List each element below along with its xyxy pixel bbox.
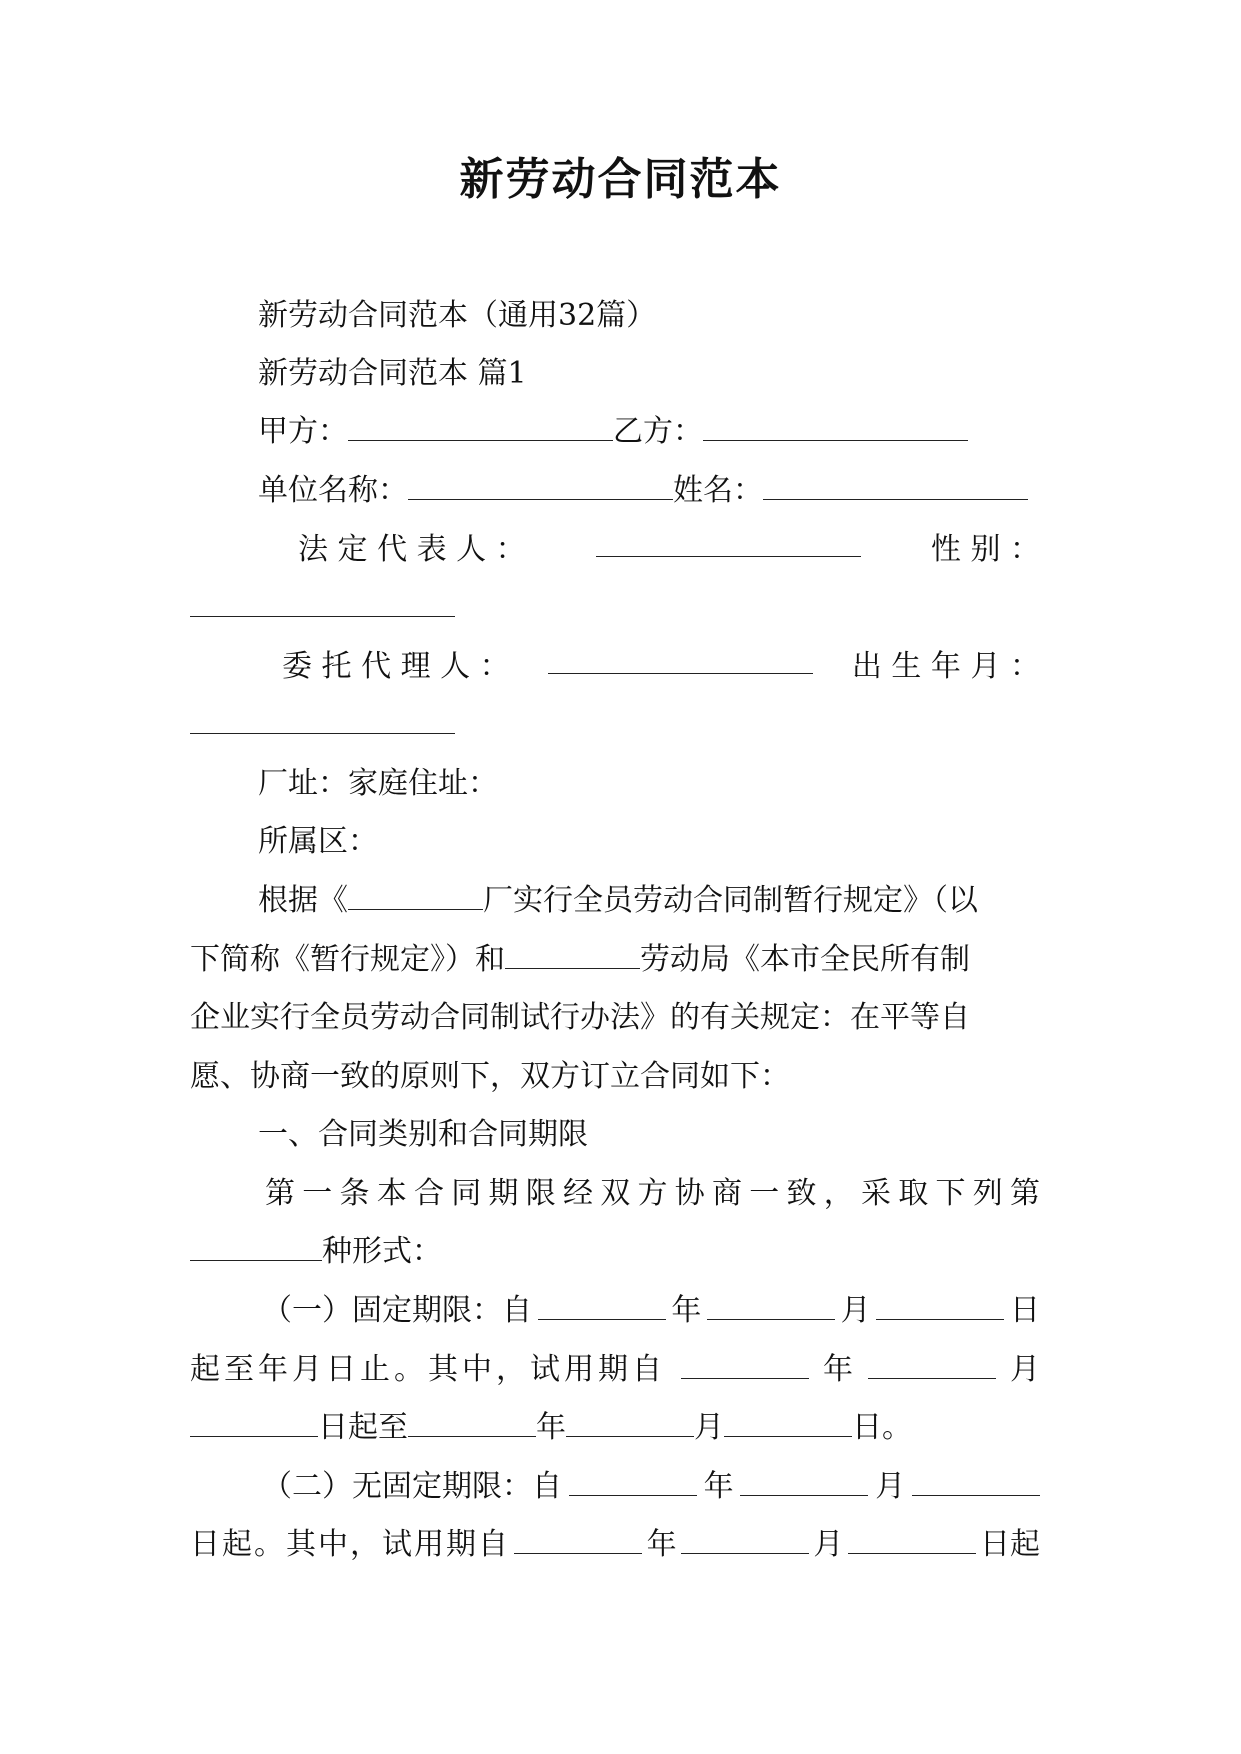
day-text: 日 xyxy=(1009,1293,1040,1328)
month-text: 月 xyxy=(694,1410,724,1445)
probation-start-day-blank[interactable] xyxy=(190,1410,318,1437)
fixed-start-day-blank[interactable] xyxy=(876,1293,1004,1320)
agent-label: 委 托 代 理 人 ： xyxy=(282,649,510,684)
year-text: 年 xyxy=(646,1527,677,1562)
para1-line1 xyxy=(258,881,978,921)
para1-line1-start: 根据《 xyxy=(258,883,348,918)
unit-name-line xyxy=(258,471,1028,511)
open-probation-year-blank[interactable] xyxy=(514,1527,642,1554)
birth-blank-line xyxy=(190,705,455,745)
para1-line1-end: 厂实行全员劳动合同制暂行规定》（以 xyxy=(483,883,978,918)
year-text: 年 xyxy=(671,1293,702,1328)
form-choice-blank[interactable] xyxy=(190,1234,322,1261)
open-probation-month-blank[interactable] xyxy=(681,1527,809,1554)
probation-end-month-blank[interactable] xyxy=(566,1410,694,1437)
article1-line2 xyxy=(190,1232,442,1272)
district-line: 所属区： xyxy=(258,824,378,859)
fixed-term-label: （一）固定期限：自 xyxy=(262,1293,532,1328)
year-text: 年 xyxy=(703,1469,734,1504)
article1-line1 xyxy=(265,1174,1040,1214)
para1-line4: 愿、协商一致的原则下，双方订立合同如下： xyxy=(190,1059,790,1094)
para1-line3: 企业实行全员劳动合同制试行办法》的有关规定：在平等自 xyxy=(190,1000,970,1035)
labor-bureau-blank[interactable] xyxy=(505,942,640,969)
month-text: 月 xyxy=(813,1527,844,1562)
name-blank[interactable] xyxy=(763,473,1028,500)
fixed-start-month-blank[interactable] xyxy=(707,1293,835,1320)
clause-heading: 一、合同类别和合同期限 xyxy=(258,1117,588,1152)
open-term-line1 xyxy=(262,1467,1040,1507)
fixed-term-line3 xyxy=(190,1408,912,1448)
open-probation-day-blank[interactable] xyxy=(848,1527,976,1554)
probation-end-year-blank[interactable] xyxy=(408,1410,536,1437)
unit-name-label: 单位名称： xyxy=(258,473,408,508)
para1-line2-end: 劳动局《本市全民所有制 xyxy=(640,942,970,977)
unit-name-blank[interactable] xyxy=(408,473,673,500)
legal-rep-line xyxy=(298,530,1040,570)
legal-rep-label: 法 定 代 表 人 ： xyxy=(298,532,526,567)
day-from-text: 日起 xyxy=(979,1527,1040,1562)
gender-blank[interactable] xyxy=(190,590,455,617)
open-start-month-blank[interactable] xyxy=(740,1469,868,1496)
article1-text: 第一条本合同期限经双方协商一致，采取下列第 xyxy=(265,1176,1040,1211)
year-text: 年 xyxy=(536,1410,566,1445)
party-a-blank[interactable] xyxy=(348,414,613,441)
section-heading: 新劳动合同范本 篇1 xyxy=(258,356,527,391)
party-a-label: 甲方： xyxy=(258,414,348,449)
birth-blank[interactable] xyxy=(190,707,455,734)
fixed-line3-text: 日起至 xyxy=(318,1410,408,1445)
open-term-line2 xyxy=(190,1525,1040,1565)
party-line xyxy=(258,412,968,452)
fixed-term-line1 xyxy=(262,1291,1040,1331)
document-title: 新劳动合同范本 xyxy=(459,154,782,205)
month-text: 月 xyxy=(875,1469,906,1504)
open-line2-text: 日起。其中，试用期自 xyxy=(190,1527,510,1562)
birth-label: 出 生 年 月 ： xyxy=(851,649,1040,684)
name-label: 姓名： xyxy=(673,473,763,508)
year-text: 年 xyxy=(823,1352,853,1387)
gender-label: 性 别 ： xyxy=(930,532,1040,567)
day-end-text: 日。 xyxy=(852,1410,912,1445)
para1-line2 xyxy=(190,940,970,980)
fixed-line2-text: 起至年月日止。其中，试用期自 xyxy=(190,1352,666,1387)
para1-line2-start: 下简称《暂行规定》）和 xyxy=(190,942,505,977)
probation-start-month-blank[interactable] xyxy=(868,1352,996,1379)
legal-rep-blank[interactable] xyxy=(596,530,861,557)
agent-blank[interactable] xyxy=(548,647,813,674)
fixed-start-year-blank[interactable] xyxy=(538,1293,666,1320)
probation-end-day-blank[interactable] xyxy=(724,1410,852,1437)
fixed-term-line2 xyxy=(190,1350,1040,1390)
gender-blank-line xyxy=(190,588,455,628)
factory-address-line: 厂址：家庭住址： xyxy=(258,766,498,801)
open-term-label: （二）无固定期限：自 xyxy=(262,1469,562,1504)
probation-start-year-blank[interactable] xyxy=(681,1352,809,1379)
month-text: 月 xyxy=(1010,1352,1040,1387)
agent-line xyxy=(282,647,1040,687)
open-start-year-blank[interactable] xyxy=(569,1469,697,1496)
party-b-label: 乙方： xyxy=(613,414,703,449)
open-start-day-blank[interactable] xyxy=(912,1469,1040,1496)
factory-name-blank[interactable] xyxy=(348,883,483,910)
party-b-blank[interactable] xyxy=(703,414,968,441)
document-subtitle: 新劳动合同范本（通用32篇） xyxy=(258,298,657,333)
article1-line2-text: 种形式： xyxy=(322,1234,442,1269)
month-text: 月 xyxy=(840,1293,871,1328)
